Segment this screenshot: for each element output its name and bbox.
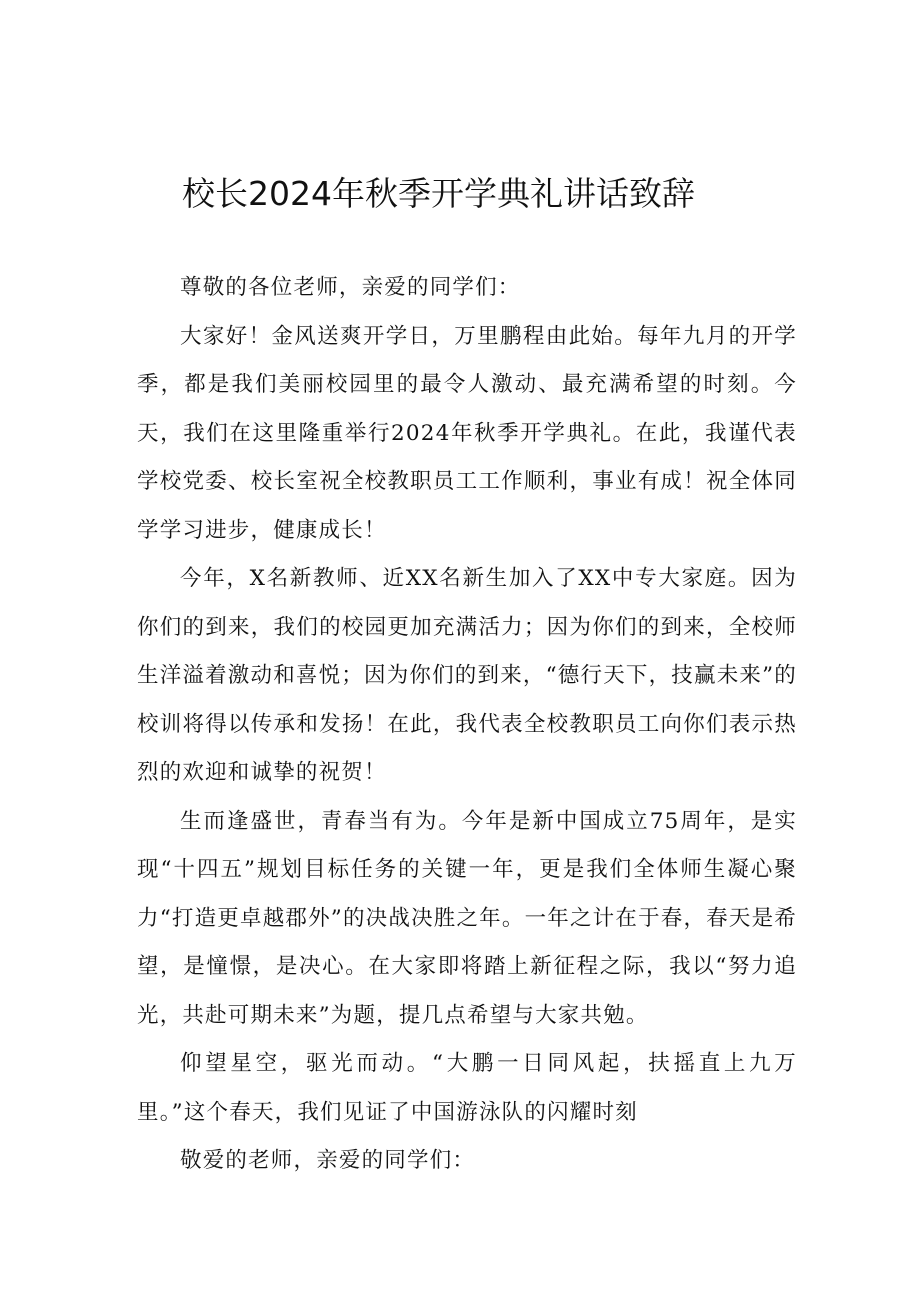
document-body [137, 264, 797, 1186]
paragraph-new-members: 今年，X名新教师、近XX名新生加入了XX中专大家庭。因为你们的到来，我们的校园更加充满活力；因为你们的到来，全校师生洋溢着激动和喜悦；因为你们的到来，“德行天下，技赢未来”的校训将得以传承和发扬！在此，我代表全校教职员工向你们表示热烈的欢迎和诚挚的祝贺！ [137, 566, 797, 785]
salutation: 尊敬的各位老师，亲爱的同学们： [180, 275, 521, 300]
paragraph-stars: 仰望星空，驱光而动。“大鹏一日同风起，扶摇直上九万里。”这个春天，我们见证了中国游泳队的闪耀时刻 [137, 1051, 797, 1125]
paragraph-welcome: 大家好！金风送爽开学日，万里鹏程由此始。每年九月的开学季，都是我们美丽校园里的最令人激动、最充满希望的时刻。今天，我们在这里隆重举行2024年秋季开学典礼。在此，我谨代表学校党委、校长室祝全校教职员工工作顺利，事业有成！祝全体同学学习进步，健康成长！ [137, 323, 797, 543]
closing-salutation: 敬爱的老师，亲爱的同学们： [180, 1148, 476, 1173]
paragraph-youth: 生而逢盛世，青春当有为。今年是新中国成立75周年，是实现“十四五”规划目标任务的关键一年，更是我们全体师生凝心聚力“打造更卓越郡外”的决战决胜之年。一年之计在于春，春天是希望，是憧憬，是决心。在大家即将踏上新征程之际，我以“努力追光，共赴可期未来”为题，提几点希望与大家共勉。 [137, 808, 797, 1028]
document-title: 校长2024年秋季开学典礼讲话致辞 [182, 174, 695, 213]
